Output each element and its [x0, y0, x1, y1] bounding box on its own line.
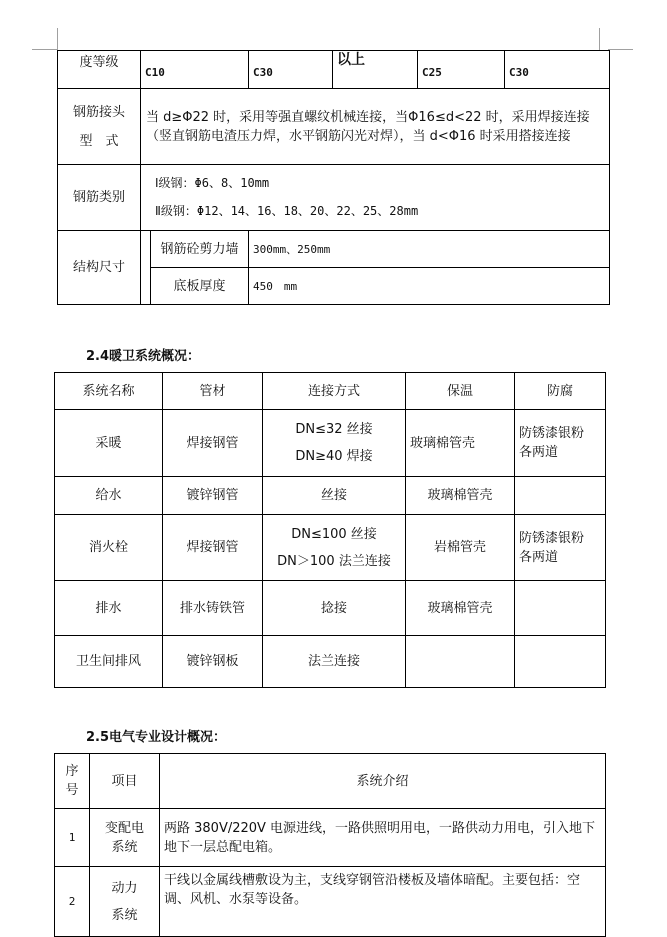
hvac-row5-conn: 法兰连接 — [263, 636, 406, 688]
hvac-row1-insul: 玻璃棉管壳 — [406, 410, 515, 477]
rebar-line-2: Ⅱ级钢：Φ12、14、16、18、20、22、25、28mm — [155, 204, 419, 218]
rebar-values — [141, 165, 610, 231]
slab-value: 450 mm — [249, 268, 610, 305]
hvac-row3-conn-1: DN≤100 丝接 — [291, 526, 377, 542]
joint-text: 当 d≥Φ22 时，采用等强直螺纹机械连接，当Φ16≤d<22 时，采用焊接连接（竖直钢筋电渣压力焊，水平钢筋闪光对焊），当 d<Φ16 时采用搭接连接 — [141, 89, 610, 165]
wall-value: 300mm、250mm — [249, 231, 610, 268]
elec-header-desc: 系统介绍 — [160, 754, 606, 809]
hvac-row3-conn-2: DN＞100 法兰连接 — [277, 553, 391, 569]
elec-row2-item — [90, 867, 160, 937]
hvac-row5-insul — [406, 636, 515, 688]
electrical-table — [54, 753, 606, 937]
hvac-row1-anti-1: 防锈漆银粉 — [519, 426, 585, 441]
hvac-header-pipe: 管材 — [163, 373, 263, 410]
joint-label-line1: 钢筋接头 — [72, 104, 125, 120]
table-row — [55, 867, 606, 937]
hvac-row5-anti — [515, 636, 606, 688]
grade-label: 度等级 — [58, 51, 141, 89]
table-row — [55, 410, 606, 477]
elec-row2-no: 2 — [55, 867, 90, 937]
crop-mark-right-v — [599, 28, 600, 50]
rebar-label: 钢筋类别 — [58, 165, 141, 231]
elec-row2-item-2: 系统 — [111, 907, 138, 923]
crop-mark-left-h — [32, 49, 57, 50]
rebar-line-1: Ⅰ级钢：Φ6、8、10mm — [155, 176, 270, 190]
hvac-row4-conn: 捻接 — [263, 581, 406, 636]
table-row — [55, 477, 606, 515]
structure-table — [57, 50, 610, 305]
hvac-row1-conn — [263, 410, 406, 477]
hvac-row5-pipe: 镀锌钢板 — [163, 636, 263, 688]
joint-label — [58, 89, 141, 165]
hvac-row3-insul: 岩棉管壳 — [406, 515, 515, 581]
table-row — [55, 515, 606, 581]
hvac-header-anti: 防腐 — [515, 373, 606, 410]
hvac-header-name: 系统名称 — [55, 373, 163, 410]
hvac-row2-conn: 丝接 — [263, 477, 406, 515]
hvac-row3-pipe: 焊接钢管 — [163, 515, 263, 581]
hvac-row1-pipe: 焊接钢管 — [163, 410, 263, 477]
hvac-row1-anti-2: 各两道 — [519, 445, 559, 460]
elec-row1-item-1: 变配电 — [104, 820, 144, 836]
elec-header-no-2: 号 — [65, 783, 79, 798]
wall-label: 钢筋砼剪力墙 — [151, 231, 249, 268]
hvac-row3-conn — [263, 515, 406, 581]
hvac-header-insul: 保温 — [406, 373, 515, 410]
hvac-row1-anti — [515, 410, 606, 477]
hvac-row3-anti-2: 各两道 — [519, 549, 559, 565]
elec-header-no — [55, 754, 90, 809]
section-2-5-title: 2.5电气专业设计概况： — [86, 730, 227, 745]
grade-value-3: 以上 — [333, 51, 418, 89]
hvac-row1-conn-1: DN≤32 丝接 — [295, 422, 373, 437]
grade-value-2: C30 — [249, 51, 333, 89]
hvac-row1-name: 采暖 — [55, 410, 163, 477]
crop-mark-right-h — [608, 49, 633, 50]
struct-spacer — [141, 231, 151, 305]
section-2-4-title: 2.4暖卫系统概况： — [86, 349, 201, 364]
hvac-row4-insul: 玻璃棉管壳 — [406, 581, 515, 636]
hvac-row2-insul: 玻璃棉管壳 — [406, 477, 515, 515]
table-row — [55, 636, 606, 688]
hvac-row4-name: 排水 — [55, 581, 163, 636]
hvac-row3-name: 消火栓 — [55, 515, 163, 581]
hvac-row4-pipe: 排水铸铁管 — [163, 581, 263, 636]
hvac-table — [54, 372, 606, 688]
hvac-row4-anti — [515, 581, 606, 636]
elec-row1-item-2: 系统 — [111, 839, 138, 855]
grade-value-5: C30 — [505, 51, 610, 89]
hvac-row2-pipe: 镀锌钢管 — [163, 477, 263, 515]
hvac-row5-name: 卫生间排风 — [55, 636, 163, 688]
grade-value-4: C25 — [418, 51, 505, 89]
elec-header-no-1: 序 — [65, 764, 79, 779]
elec-row1-no: 1 — [55, 809, 90, 867]
elec-row2-item-1: 动力 — [111, 880, 138, 896]
table-row — [55, 581, 606, 636]
hvac-row3-anti — [515, 515, 606, 581]
hvac-header-conn: 连接方式 — [263, 373, 406, 410]
hvac-row2-name: 给水 — [55, 477, 163, 515]
slab-label: 底板厚度 — [151, 268, 249, 305]
table-row — [55, 809, 606, 867]
crop-mark-left-v — [57, 28, 58, 50]
elec-header-item: 项目 — [90, 754, 160, 809]
elec-row2-desc: 干线以金属线槽敷设为主，支线穿钢管沿楼板及墙体暗配。主要包括：空调、风机、水泵等设备。 — [160, 867, 606, 937]
hvac-row3-anti-1: 防锈漆银粉 — [519, 530, 585, 546]
joint-label-line2: 型 式 — [79, 133, 119, 149]
struct-label: 结构尺寸 — [58, 231, 141, 305]
elec-row1-desc: 两路 380V/220V 电源进线，一路供照明用电，一路供动力用电，引入地下地下一层总配电箱。 — [160, 809, 606, 867]
hvac-row1-conn-2: DN≥40 焊接 — [295, 449, 373, 464]
hvac-row2-anti — [515, 477, 606, 515]
elec-row1-item — [90, 809, 160, 867]
grade-value-1: C10 — [141, 51, 249, 89]
